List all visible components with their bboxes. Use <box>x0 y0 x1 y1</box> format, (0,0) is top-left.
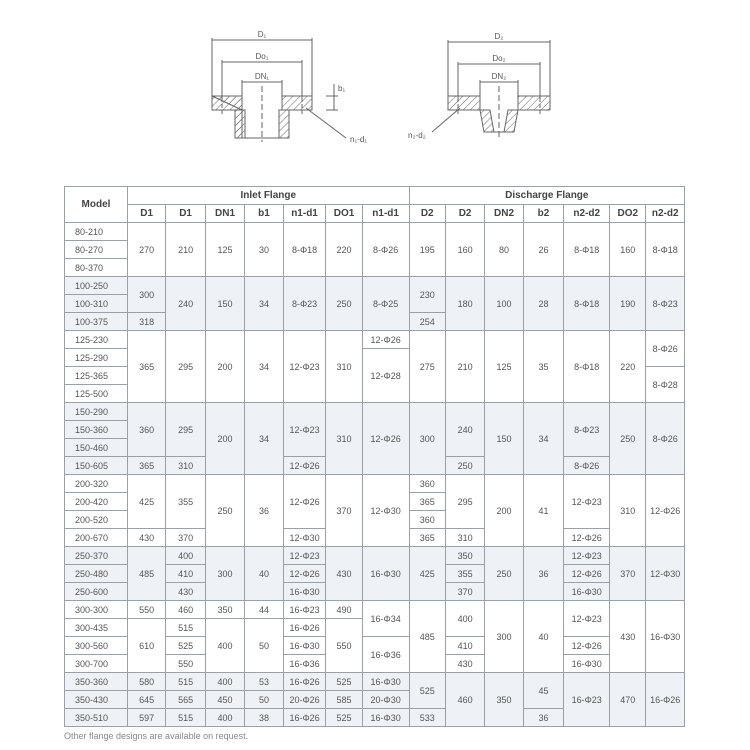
table-cell: 36 <box>523 547 564 601</box>
model-cell: 100-310 <box>65 295 128 313</box>
table-cell: 12-Φ30 <box>283 529 326 547</box>
table-cell: 350 <box>445 547 484 565</box>
table-cell: 400 <box>166 547 205 565</box>
table-cell: 365 <box>127 457 165 475</box>
table-cell: 45 <box>523 673 564 709</box>
table-row <box>65 331 685 349</box>
table-cell: 430 <box>445 655 484 673</box>
model-cell: 200-420 <box>65 493 128 511</box>
table-cell: 360 <box>409 475 445 493</box>
table-cell: 580 <box>127 673 165 691</box>
table-cell: 38 <box>245 709 283 727</box>
table-cell: 240 <box>445 403 484 457</box>
table-cell: 210 <box>166 223 205 277</box>
table-cell: 370 <box>445 583 484 601</box>
table-cell: 300 <box>409 403 445 475</box>
table-cell: 12-Φ26 <box>362 331 409 349</box>
table-cell: 12-Φ23 <box>283 547 326 565</box>
table-cell: 230 <box>409 277 445 313</box>
column-header: n2-d2 <box>646 205 685 223</box>
table-cell: 12-Φ23 <box>564 547 610 565</box>
table-cell: 200 <box>205 331 244 403</box>
table-cell: 470 <box>610 673 646 727</box>
table-cell: 645 <box>127 691 165 709</box>
table-cell: 16-Φ36 <box>362 637 409 673</box>
model-cell: 200-520 <box>65 511 128 529</box>
table-cell: 550 <box>127 601 165 619</box>
table-row <box>65 403 685 421</box>
table-row <box>65 547 685 565</box>
model-cell: 150-360 <box>65 421 128 439</box>
table-row <box>65 601 685 619</box>
column-header: DN1 <box>205 205 244 223</box>
table-cell: 370 <box>326 475 362 547</box>
table-cell: 150 <box>485 403 523 475</box>
table-cell: 250 <box>205 475 244 547</box>
table-cell: 365 <box>409 529 445 547</box>
table-row <box>65 277 685 295</box>
model-cell: 350-360 <box>65 673 128 691</box>
table-cell: 310 <box>166 457 205 475</box>
table-cell: 35 <box>523 331 564 403</box>
table-cell: 220 <box>610 331 646 403</box>
table-cell: 26 <box>523 223 564 277</box>
table-row <box>65 475 685 493</box>
table-cell: 295 <box>445 475 484 529</box>
table-cell: 355 <box>166 475 205 529</box>
model-cell: 300-700 <box>65 655 128 673</box>
table-cell: 515 <box>166 619 205 637</box>
table-cell: 125 <box>205 223 244 277</box>
table-cell: 12-Φ26 <box>362 403 409 475</box>
table-cell: 16-Φ30 <box>362 547 409 601</box>
table-cell: 425 <box>409 547 445 601</box>
table-cell: 12-Φ26 <box>564 637 610 655</box>
table-cell: 190 <box>610 277 646 331</box>
flange-drawing-svg <box>0 0 750 180</box>
table-cell: 310 <box>610 475 646 547</box>
table-cell: 410 <box>166 565 205 583</box>
inlet-b-label: b₁ <box>338 84 346 93</box>
inlet-flange-header: Inlet Flange <box>127 187 409 205</box>
footer-note: Other flange designs are available on request. <box>64 731 249 741</box>
table-cell: 16-Φ30 <box>564 583 610 601</box>
table-cell: 310 <box>326 403 362 475</box>
table-cell: 250 <box>610 403 646 475</box>
inlet-dn-label: DN₁ <box>254 72 270 81</box>
model-cell: 300-300 <box>65 601 128 619</box>
table-cell: 125 <box>485 331 523 403</box>
model-cell: 250-370 <box>65 547 128 565</box>
model-cell: 125-500 <box>65 385 128 403</box>
table-cell: 8-Φ25 <box>362 277 409 331</box>
table-cell: 40 <box>245 547 283 601</box>
table-cell: 355 <box>445 565 484 583</box>
table-cell: 597 <box>127 709 165 727</box>
table-cell: 250 <box>445 457 484 475</box>
table-cell: 36 <box>245 475 283 547</box>
table-cell: 16-Φ26 <box>283 673 326 691</box>
table-cell: 533 <box>409 709 445 727</box>
table-cell: 20-Φ30 <box>362 691 409 709</box>
table-cell: 12-Φ26 <box>283 475 326 529</box>
table-cell: 8-Φ18 <box>564 331 610 403</box>
table-cell: 370 <box>166 529 205 547</box>
inlet-d-label: D₁ <box>257 30 267 39</box>
model-cell: 250-600 <box>65 583 128 601</box>
discharge-d-label: D₂ <box>494 32 504 41</box>
table-cell: 16-Φ30 <box>362 673 409 691</box>
table-cell: 8-Φ23 <box>283 277 326 331</box>
table-cell: 310 <box>445 529 484 547</box>
table-row <box>65 223 685 241</box>
discharge-dn-label: DN₂ <box>491 72 507 81</box>
model-cell: 300-560 <box>65 637 128 655</box>
table-cell: 12-Φ23 <box>564 601 610 637</box>
table-cell: 50 <box>245 691 283 709</box>
table-cell: 8-Φ18 <box>564 277 610 331</box>
table-cell: 41 <box>523 475 564 547</box>
table-cell: 300 <box>127 277 165 313</box>
model-cell: 100-250 <box>65 277 128 295</box>
table-cell: 20-Φ26 <box>283 691 326 709</box>
table-cell: 515 <box>166 673 205 691</box>
table-cell: 250 <box>485 547 523 601</box>
table-cell: 200 <box>485 475 523 547</box>
table-cell: 12-Φ26 <box>646 475 685 547</box>
table-cell: 160 <box>445 223 484 277</box>
table-cell: 400 <box>205 673 244 691</box>
column-header: b2 <box>523 205 564 223</box>
column-header: b1 <box>245 205 283 223</box>
table-cell: 370 <box>610 547 646 601</box>
table-cell: 550 <box>326 619 362 673</box>
table-cell: 8-Φ18 <box>283 223 326 277</box>
table-cell: 300 <box>205 547 244 601</box>
table-cell: 490 <box>326 601 362 619</box>
table-cell: 525 <box>409 673 445 709</box>
table-cell: 34 <box>523 403 564 475</box>
table-cell: 44 <box>245 601 283 619</box>
table-cell: 12-Φ26 <box>564 529 610 547</box>
table-cell: 12-Φ26 <box>283 457 326 475</box>
table-cell: 270 <box>127 223 165 277</box>
table-cell: 12-Φ26 <box>283 565 326 583</box>
discharge-do-label: Do₂ <box>492 54 506 63</box>
table-cell: 80 <box>485 223 523 277</box>
table-cell: 8-Φ18 <box>564 223 610 277</box>
model-cell: 300-435 <box>65 619 128 637</box>
model-cell: 125-365 <box>65 367 128 385</box>
table-cell: 350 <box>485 673 523 727</box>
table-cell: 53 <box>245 673 283 691</box>
table-cell: 34 <box>245 277 283 331</box>
table-cell: 430 <box>127 529 165 547</box>
header-row-columns <box>65 205 685 223</box>
flange-spec-table <box>64 186 685 727</box>
table-cell: 8-Φ18 <box>646 223 685 277</box>
table-cell: 16-Φ23 <box>564 673 610 727</box>
column-header: n2-d2 <box>564 205 610 223</box>
table-cell: 585 <box>326 691 362 709</box>
table-cell: 16-Φ26 <box>646 673 685 727</box>
table-cell: 16-Φ30 <box>646 601 685 673</box>
model-header: Model <box>65 187 128 223</box>
table-cell: 430 <box>326 547 362 601</box>
column-header: D2 <box>409 205 445 223</box>
table-cell: 220 <box>326 223 362 277</box>
flange-drawings <box>0 0 750 180</box>
table-cell: 8-Φ26 <box>646 331 685 367</box>
column-header: D2 <box>445 205 484 223</box>
table-cell: 8-Φ28 <box>646 367 685 403</box>
table-cell: 450 <box>205 691 244 709</box>
table-cell: 195 <box>409 223 445 277</box>
table-cell: 240 <box>166 277 205 331</box>
table-cell: 180 <box>445 277 484 331</box>
model-cell: 80-370 <box>65 259 128 277</box>
header-row-top <box>65 187 685 205</box>
table-cell: 12-Φ26 <box>564 565 610 583</box>
table-cell: 34 <box>245 403 283 475</box>
table-cell: 525 <box>326 709 362 727</box>
table-cell: 12-Φ30 <box>362 475 409 547</box>
table-cell: 550 <box>166 655 205 673</box>
model-cell: 350-430 <box>65 691 128 709</box>
table-cell: 16-Φ34 <box>362 601 409 637</box>
table-cell: 295 <box>166 331 205 403</box>
table-cell: 8-Φ23 <box>564 403 610 457</box>
table-cell: 565 <box>166 691 205 709</box>
discharge-flange-header: Discharge Flange <box>409 187 684 205</box>
model-cell: 125-230 <box>65 331 128 349</box>
table-cell: 16-Φ30 <box>283 637 326 655</box>
model-cell: 100-375 <box>65 313 128 331</box>
table-cell: 515 <box>166 709 205 727</box>
model-cell: 80-210 <box>65 223 128 241</box>
table-cell: 8-Φ26 <box>362 223 409 277</box>
column-header: n1-d1 <box>362 205 409 223</box>
table-cell: 12-Φ23 <box>283 403 326 457</box>
table-cell: 430 <box>610 601 646 673</box>
table-cell: 460 <box>445 673 484 727</box>
model-cell: 250-480 <box>65 565 128 583</box>
model-cell: 125-290 <box>65 349 128 367</box>
model-cell: 200-320 <box>65 475 128 493</box>
table-cell: 210 <box>445 331 484 403</box>
table-cell: 12-Φ30 <box>646 547 685 601</box>
table-cell: 16-Φ23 <box>283 601 326 619</box>
table-cell: 12-Φ28 <box>362 349 409 403</box>
table-cell: 365 <box>409 493 445 511</box>
table-cell: 8-Φ26 <box>564 457 610 475</box>
table-cell: 250 <box>326 277 362 331</box>
table-cell: 16-Φ26 <box>283 709 326 727</box>
table-cell: 300 <box>485 601 523 673</box>
inlet-flange-drawing <box>212 38 346 142</box>
table-cell: 360 <box>409 511 445 529</box>
table-cell: 525 <box>326 673 362 691</box>
inlet-holes-label: n₁-d₁ <box>350 135 367 144</box>
column-header: D1 <box>127 205 165 223</box>
table-cell: 50 <box>245 619 283 673</box>
table-cell: 275 <box>409 331 445 403</box>
table-cell: 318 <box>127 313 165 331</box>
table-cell: 16-Φ30 <box>283 583 326 601</box>
table-cell: 485 <box>409 601 445 673</box>
table-cell: 16-Φ26 <box>283 619 326 637</box>
column-header: n1-d1 <box>283 205 326 223</box>
table-cell: 8-Φ23 <box>646 277 685 331</box>
table-cell: 400 <box>205 619 244 673</box>
table-cell: 310 <box>326 331 362 403</box>
table-cell: 34 <box>245 331 283 403</box>
model-cell: 150-290 <box>65 403 128 421</box>
table-cell: 400 <box>205 709 244 727</box>
table-cell: 12-Φ23 <box>283 331 326 403</box>
table-cell: 485 <box>127 547 165 601</box>
table-cell: 295 <box>166 403 205 457</box>
table-cell: 8-Φ26 <box>646 403 685 475</box>
table-cell: 200 <box>205 403 244 475</box>
table-cell: 430 <box>166 583 205 601</box>
column-header: DO2 <box>610 205 646 223</box>
model-cell: 200-670 <box>65 529 128 547</box>
table-cell: 36 <box>523 709 564 727</box>
table-cell: 254 <box>409 313 445 331</box>
table-cell: 610 <box>127 619 165 673</box>
table-cell: 460 <box>166 601 205 619</box>
model-cell: 150-605 <box>65 457 128 475</box>
column-header: D1 <box>166 205 205 223</box>
table-cell: 400 <box>445 601 484 637</box>
table-cell: 410 <box>445 637 484 655</box>
discharge-holes-label: n₂-d₂ <box>408 131 426 140</box>
table-cell: 16-Φ36 <box>283 655 326 673</box>
table-cell: 40 <box>523 601 564 673</box>
table-cell: 30 <box>245 223 283 277</box>
model-cell: 150-460 <box>65 439 128 457</box>
table-cell: 365 <box>127 331 165 403</box>
table-cell: 100 <box>485 277 523 331</box>
table-cell: 425 <box>127 475 165 529</box>
table-cell: 12-Φ23 <box>564 475 610 529</box>
column-header: DN2 <box>485 205 523 223</box>
inlet-do-label: Do₁ <box>255 52 269 61</box>
table-cell: 350 <box>205 601 244 619</box>
discharge-flange-drawing <box>432 40 550 140</box>
column-header: DO1 <box>326 205 362 223</box>
table-cell: 160 <box>610 223 646 277</box>
table-cell: 525 <box>166 637 205 655</box>
table-cell: 16-Φ30 <box>362 709 409 727</box>
table-cell: 28 <box>523 277 564 331</box>
table-row <box>65 673 685 691</box>
table-cell: 16-Φ30 <box>564 655 610 673</box>
table-cell: 150 <box>205 277 244 331</box>
model-cell: 80-270 <box>65 241 128 259</box>
model-cell: 350-510 <box>65 709 128 727</box>
table-cell: 360 <box>127 403 165 457</box>
